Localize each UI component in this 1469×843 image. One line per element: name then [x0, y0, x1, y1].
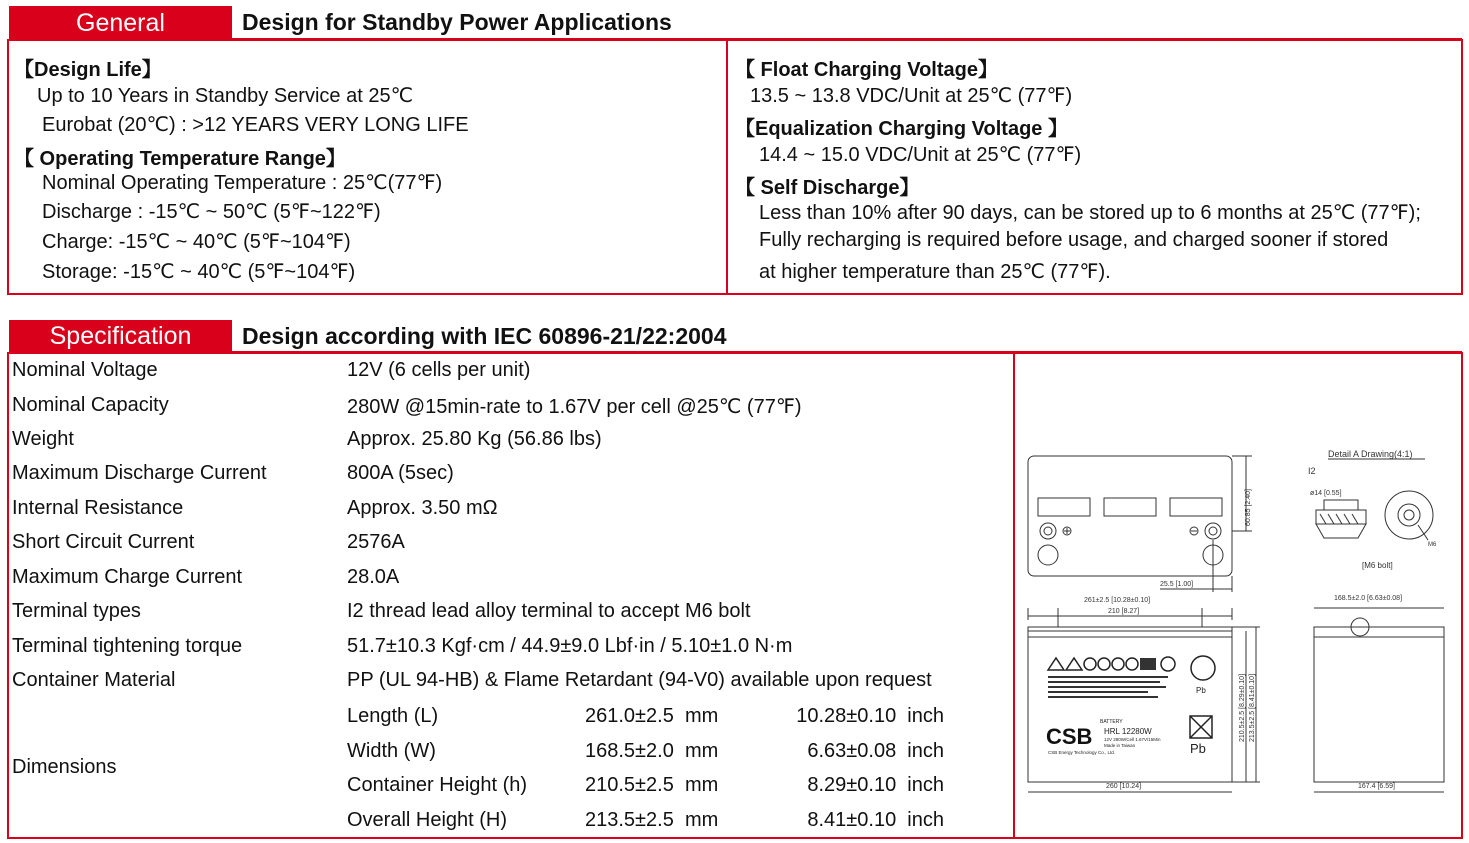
- vent-cap: [1104, 498, 1156, 516]
- dimension-name: Length (L): [347, 705, 439, 727]
- dimension-inch: 10.28±0.10 inch: [796, 705, 944, 727]
- spec-value: Approx. 3.50 mΩ: [347, 497, 498, 519]
- spec-value: 280W @15min-rate to 1.67V per cell @25℃ (77℉): [347, 396, 802, 418]
- dimensions-label: Dimensions: [12, 756, 117, 778]
- positive-terminal-icon: [1040, 523, 1056, 539]
- spec-label: Internal Resistance: [12, 497, 184, 519]
- i2-label: I2: [1308, 466, 1316, 476]
- company-name: CSB Energy Technology Co., Ltd.: [1048, 750, 1115, 755]
- dimension-inch: 8.41±0.10 inch: [807, 809, 944, 831]
- detail-label: Detail A Drawing(4:1): [1328, 449, 1413, 459]
- dimension-mm: 261.0±2.5 mm: [585, 705, 719, 727]
- temp-range-title: 【 Operating Temperature Range】: [14, 148, 346, 170]
- height-overall-label: 213.5±2.5 [8.41±0.10]: [1249, 673, 1256, 742]
- dimension-name: Width (W): [347, 740, 436, 762]
- temp-line: Storage: -15℃ ~ 40℃ (5℉~104℉): [42, 261, 356, 283]
- spec-label: Weight: [12, 428, 74, 450]
- dimension-inch: 8.29±0.10 inch: [807, 774, 944, 796]
- handle-hole: [1038, 545, 1058, 565]
- bottom-width-label: 167.4 [6.59]: [1358, 783, 1395, 790]
- specification-divider: [1013, 353, 1015, 838]
- self-discharge-title: 【 Self Discharge】: [735, 177, 920, 199]
- side-view-outline: [1314, 627, 1444, 782]
- front-view-outline: [1028, 627, 1232, 782]
- spec-value: 12V (6 cells per unit): [347, 359, 531, 381]
- height-container-label: 210.5±2.5 [8.29±0.10]: [1239, 673, 1246, 742]
- spec-value: I2 thread lead alloy terminal to accept M6 bolt: [347, 600, 751, 622]
- spec-value: PP (UL 94-HB) & Flame Retardant (94-V0) available upon request: [347, 669, 932, 691]
- pb-label-large: Pb: [1190, 741, 1206, 756]
- design-life-line: Up to 10 Years in Standby Service at 25℃: [37, 85, 414, 107]
- float-line: 13.5 ~ 13.8 VDC/Unit at 25℃ (77℉): [750, 85, 1073, 107]
- spec-label: Terminal types: [12, 600, 141, 622]
- dimension-name: Container Height (h): [347, 774, 528, 796]
- battery-drawing: [1020, 440, 1460, 800]
- vent-cap: [1170, 498, 1222, 516]
- m6-bolt-label: [M6 bolt]: [1362, 561, 1393, 570]
- specification-tab: [9, 320, 232, 353]
- float-title: 【 Float Charging Voltage】: [735, 59, 998, 81]
- csb-logo: CSB: [1046, 724, 1093, 749]
- negative-terminal-icon: [1205, 523, 1221, 539]
- specification-heading: Design according with IEC 60896-21/22:2004: [242, 323, 727, 349]
- spec-value: Approx. 25.80 Kg (56.86 lbs): [347, 428, 602, 450]
- dimension-mm: 213.5±2.5 mm: [585, 809, 719, 831]
- design-life-line: Eurobat (20℃) : >12 YEARS VERY LONG LIFE: [42, 114, 469, 136]
- spec-label: Terminal tightening torque: [12, 635, 243, 657]
- equalization-title: 【Equalization Charging Voltage 】: [735, 118, 1068, 140]
- general-tab: [9, 6, 232, 40]
- made-in: Made in Taiwan: [1104, 743, 1136, 748]
- model-name: HRL 12280W: [1104, 727, 1152, 736]
- specification-tab-label: Specification: [49, 322, 192, 350]
- temp-line: Nominal Operating Temperature : 25℃(77℉): [42, 172, 443, 194]
- equalization-line: 14.4 ~ 15.0 VDC/Unit at 25℃ (77℉): [759, 144, 1082, 166]
- width-overall-label: 168.5±2.0 [6.63±0.08]: [1334, 595, 1403, 602]
- spec-label: Container Material: [12, 669, 176, 691]
- dimension-mm: 210.5±2.5 mm: [585, 774, 719, 796]
- spec-label: Maximum Discharge Current: [12, 462, 267, 484]
- spec-value: 28.0A: [347, 566, 400, 588]
- bolt-detail-icon: [1385, 491, 1433, 539]
- spec-value: 2576A: [347, 531, 405, 553]
- dimension-inch: 6.63±0.08 inch: [807, 740, 944, 762]
- recycle-icon: [1191, 656, 1215, 680]
- battery-word: BATTERY: [1100, 719, 1123, 725]
- temp-line: Discharge : -15℃ ~ 50℃ (5℉~122℉): [42, 201, 381, 223]
- spec-label: Nominal Voltage: [12, 359, 158, 381]
- self-discharge-line: Less than 10% after 90 days, can be stored up to 6 months at 25℃ (77℉);: [759, 202, 1421, 224]
- temp-line: Charge: -15℃ ~ 40℃ (5℉~104℉): [42, 231, 351, 253]
- design-life-title: 【Design Life】: [14, 59, 162, 81]
- spec-label: Nominal Capacity: [12, 394, 169, 416]
- spec-label: Short Circuit Current: [12, 531, 195, 553]
- general-divider: [726, 40, 728, 294]
- length-overall-label: 261±2.5 [10.28±0.10]: [1084, 597, 1151, 604]
- dimension-name: Overall Height (H): [347, 809, 508, 831]
- diameter-label: ø14 [0.55]: [1310, 490, 1342, 497]
- self-discharge-line: at higher temperature than 25℃ (77℉).: [759, 261, 1111, 283]
- vent-cap: [1038, 498, 1090, 516]
- general-heading: Design for Standby Power Applications: [242, 9, 672, 35]
- model-spec: 12V 280W/Cell 1.67V/15Min: [1104, 737, 1161, 742]
- top-height-label: 60.85 [2.40]: [1245, 489, 1252, 526]
- pb-label: Pb: [1196, 686, 1206, 695]
- general-tab-label: General: [76, 8, 165, 37]
- bottom-length-label: 260 [10.24]: [1106, 783, 1142, 790]
- length-inner-label: 210 [8.27]: [1108, 608, 1140, 615]
- spec-value: 800A (5sec): [347, 462, 454, 484]
- m6-label: M6: [1428, 542, 1437, 548]
- self-discharge-line: Fully recharging is required before usage, and charged sooner if stored: [759, 229, 1389, 251]
- dimension-mm: 168.5±2.0 mm: [585, 740, 719, 762]
- spec-value: 51.7±10.3 Kgf·cm / 44.9±9.0 Lbf·in / 5.10±1.0 N·m: [347, 635, 793, 657]
- spec-label: Maximum Charge Current: [12, 566, 243, 588]
- terminal-offset-label: 25.5 [1.00]: [1160, 581, 1194, 588]
